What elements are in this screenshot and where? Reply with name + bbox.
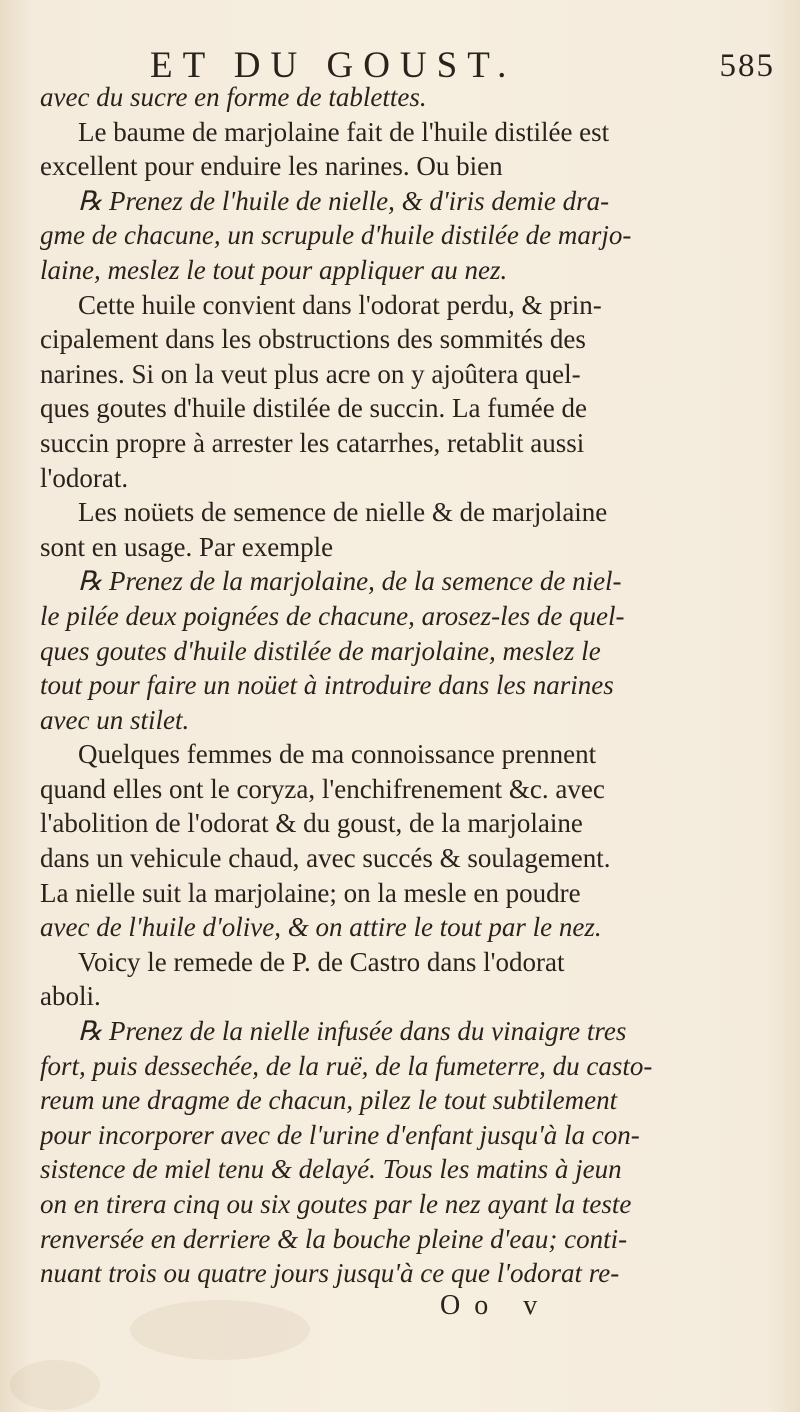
body-text xyxy=(40,80,780,1291)
text-line: sont en usage. Par exemple xyxy=(40,531,334,562)
text-line: Les noüets de semence de nielle & de marjolaine xyxy=(78,497,608,528)
text-line: fort, puis dessechée, de la ruë, de la fumeterre, du casto- xyxy=(40,1050,653,1081)
text-line: cipalement dans les obstructions des sommités des xyxy=(40,324,586,355)
text-line: Cette huile convient dans l'odorat perdu, & prin- xyxy=(78,289,602,320)
text-line: gme de chacune, un scrupule d'huile distilée de marjo- xyxy=(40,220,632,251)
text-line: ques goutes d'huile distilée de marjolaine, meslez le xyxy=(40,635,601,666)
running-head: ET DU GOUST. xyxy=(150,45,517,86)
text-line: on en tirera cinq ou six goutes par le nez ayant la teste xyxy=(40,1189,632,1219)
text-line: l'abolition de l'odorat & du goust, de la marjolaine xyxy=(40,808,583,839)
signature-mark: Oo v xyxy=(440,1290,552,1321)
text-line: nuant trois ou quatre jours jusqu'à ce que l'odorat re- xyxy=(40,1258,620,1289)
text-line: sistence de miel tenu & delayé. Tous les matins à jeun xyxy=(40,1154,622,1185)
text-line: dans un vehicule chaud, avec succés & soulagement. xyxy=(40,843,611,874)
text-line: avec du sucre en forme de tablettes. xyxy=(40,82,427,112)
text-line: Le baume de marjolaine fait de l'huile distilée est xyxy=(78,116,610,147)
text-line: avec de l'huile d'olive, & on attire le tout par le nez. xyxy=(40,912,602,943)
text-line: La nielle suit la marjolaine; on la mesle en poudre xyxy=(40,877,581,908)
text-line: succin propre à arrester les catarrhes, retablit aussi xyxy=(40,427,585,458)
text-line: renversée en derriere & la bouche pleine d'eau; conti- xyxy=(40,1223,628,1254)
text-line: narines. Si on la veut plus acre on y ajoûtera quel- xyxy=(40,358,581,389)
paper-stain xyxy=(130,1300,310,1360)
page-number: 585 xyxy=(719,48,775,84)
text-line: excellent pour enduire les narines. Ou bien xyxy=(40,151,503,182)
text-line: pour incorporer avec de l'urine d'enfant jusqu'à la con- xyxy=(40,1119,640,1150)
text-line: reum une dragme de chacun, pilez le tout subtilement xyxy=(40,1085,618,1116)
text-line: tout pour faire un noüet à introduire dans les narines xyxy=(40,670,614,701)
text-line: quand elles ont le coryza, l'enchifrenement &c. avec xyxy=(40,773,605,804)
text-line: Quelques femmes de ma connoissance prennent xyxy=(78,739,597,770)
text-line: l'odorat. xyxy=(40,462,129,493)
text-line: Voicy le remede de P. de Castro dans l'odorat xyxy=(78,946,565,977)
text-line: laine, meslez le tout pour appliquer au nez. xyxy=(40,254,508,285)
text-line: le pilée deux poignées de chacune, arosez-les de quel- xyxy=(40,600,625,631)
text-line: ℞ Prenez de l'huile de nielle, & d'iris demie dra- xyxy=(78,185,610,216)
text-line: avec un stilet. xyxy=(40,704,190,735)
text-line: ques goutes d'huile distilée de succin. La fumée de xyxy=(40,393,587,424)
paper-stain xyxy=(10,1360,100,1410)
text-line: ℞ Prenez de la marjolaine, de la semence de niel- xyxy=(78,566,622,597)
text-line: ℞ Prenez de la nielle infusée dans du vinaigre tres xyxy=(78,1016,627,1047)
text-line: aboli. xyxy=(40,981,101,1012)
